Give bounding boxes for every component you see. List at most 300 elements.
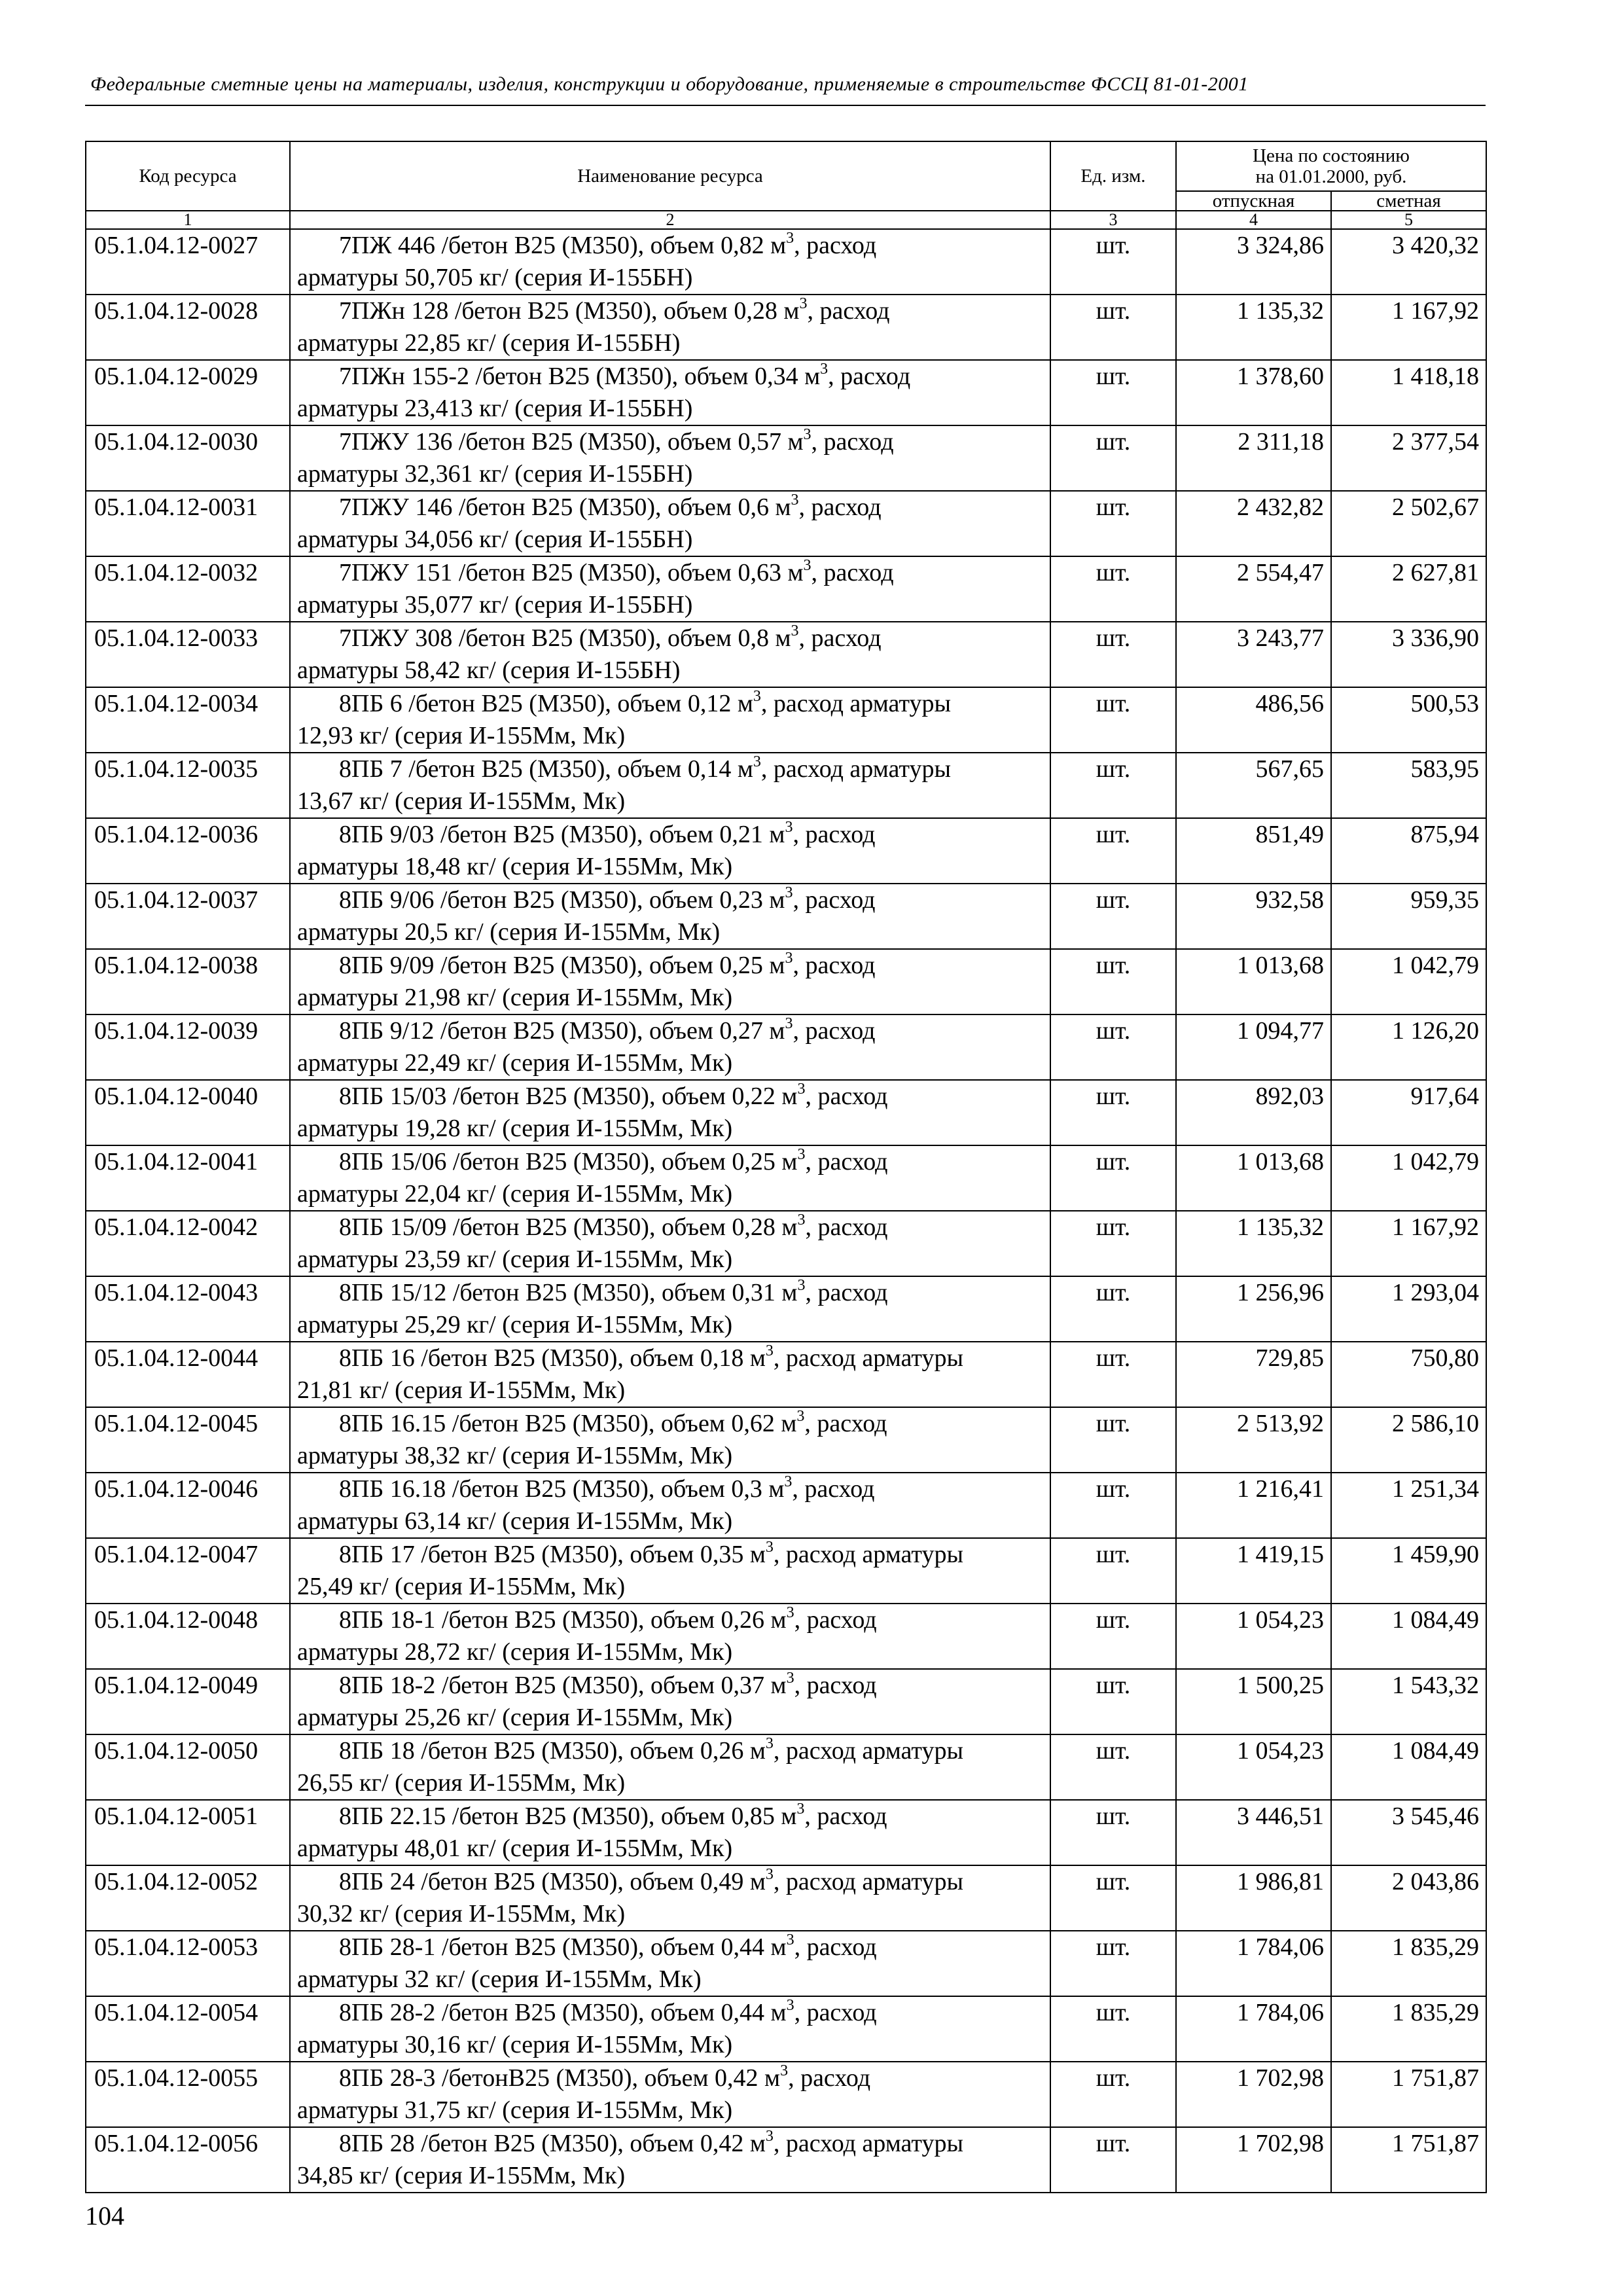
resource-name-text: , расход xyxy=(793,1017,876,1045)
superscript: 3 xyxy=(796,1801,805,1818)
col-number: 1 xyxy=(86,211,290,229)
resource-name-text: 8ПБ 15/12 /бетон В25 (М350), объем 0,31 м xyxy=(339,1279,798,1306)
resource-name-line2: арматуры 34,056 кг/ (серия И-155БН) xyxy=(297,526,693,553)
resource-name-text: 8ПБ 6 /бетон В25 (М350), объем 0,12 м xyxy=(339,690,753,717)
resource-name xyxy=(290,425,1050,491)
resource-name xyxy=(290,753,1050,818)
release-price: 486,56 xyxy=(1176,687,1331,753)
resource-name-text: 8ПБ 28-1 /бетон В25 (М350), объем 0,44 м xyxy=(339,1933,787,1961)
resource-name-line2: арматуры 25,29 кг/ (серия И-155Мм, Мк) xyxy=(297,1311,733,1338)
resource-name-text: , расход xyxy=(804,1803,887,1830)
resource-code: 05.1.04.12-0046 xyxy=(86,1473,290,1538)
resource-name-text: 7ПЖУ 136 /бетон В25 (М350), объем 0,57 м xyxy=(339,428,804,456)
resource-name-line1 xyxy=(297,1801,1044,1833)
resource-name-line2: арматуры 19,28 кг/ (серия И-155Мм, Мк) xyxy=(297,1115,733,1142)
resource-name-line2: арматуры 30,16 кг/ (серия И-155Мм, Мк) xyxy=(297,2031,733,2058)
resource-code: 05.1.04.12-0040 xyxy=(86,1080,290,1145)
document-header: Федеральные сметные цены на материалы, изделия, конструкции и оборудование, применяемые в строительстве ФССЦ 81-01-2001 xyxy=(90,73,1249,95)
resource-name-text: 8ПБ 18-2 /бетон В25 (М350), объем 0,37 м xyxy=(339,1672,787,1699)
estimate-price: 3 420,32 xyxy=(1331,229,1486,295)
estimate-price: 1 835,29 xyxy=(1331,1996,1486,2062)
resource-code: 05.1.04.12-0031 xyxy=(86,491,290,556)
resource-name-line1 xyxy=(297,492,1044,524)
resource-code: 05.1.04.12-0032 xyxy=(86,556,290,622)
resource-name-text: , расход арматуры xyxy=(773,1344,964,1372)
table-row xyxy=(86,295,1486,360)
resource-name xyxy=(290,491,1050,556)
resource-name xyxy=(290,1538,1050,1604)
table-row xyxy=(86,1145,1486,1211)
superscript: 3 xyxy=(820,361,829,378)
release-price: 1 378,60 xyxy=(1176,360,1331,425)
superscript: 3 xyxy=(803,426,812,444)
estimate-price: 2 502,67 xyxy=(1331,491,1486,556)
resource-name-line1 xyxy=(297,1473,1044,1505)
estimate-price: 1 251,34 xyxy=(1331,1473,1486,1538)
release-price: 932,58 xyxy=(1176,884,1331,949)
resource-name xyxy=(290,1931,1050,1996)
resource-name-text: , расход xyxy=(793,952,876,979)
resource-code: 05.1.04.12-0037 xyxy=(86,884,290,949)
resource-name-line2: арматуры 18,48 кг/ (серия И-155Мм, Мк) xyxy=(297,853,733,880)
resource-name-text: , расход xyxy=(798,493,882,521)
resource-name-text: 8ПБ 15/03 /бетон В25 (М350), объем 0,22 м xyxy=(339,1083,798,1110)
col-header-unit: Ед. изм. xyxy=(1050,141,1176,211)
resource-name-text: , расход арматуры xyxy=(773,1737,964,1765)
superscript: 3 xyxy=(797,1211,806,1229)
resource-name-text: , расход xyxy=(794,232,877,259)
resource-name-text: 8ПБ 9/12 /бетон В25 (М350), объем 0,27 м xyxy=(339,1017,785,1045)
resource-name xyxy=(290,1604,1050,1669)
unit: шт. xyxy=(1050,1669,1176,1734)
estimate-price: 1 751,87 xyxy=(1331,2062,1486,2127)
resource-name-line1 xyxy=(297,2128,1044,2160)
resource-name-line2: арматуры 20,5 кг/ (серия И-155Мм, Мк) xyxy=(297,918,721,946)
resource-name xyxy=(290,1145,1050,1211)
resource-name-text: , расход xyxy=(793,886,876,914)
unit: шт. xyxy=(1050,1080,1176,1145)
estimate-price: 1 751,87 xyxy=(1331,2127,1486,2193)
resource-name-line1 xyxy=(297,1081,1044,1113)
unit: шт. xyxy=(1050,1800,1176,1865)
estimate-price: 583,95 xyxy=(1331,753,1486,818)
estimate-price: 1 418,18 xyxy=(1331,360,1486,425)
resource-name-text: 8ПБ 18 /бетон В25 (М350), объем 0,26 м xyxy=(339,1737,766,1765)
resource-name-text: , расход xyxy=(793,821,876,848)
resource-name-line1 xyxy=(297,557,1044,589)
table-row xyxy=(86,1538,1486,1604)
resource-name xyxy=(290,1407,1050,1473)
table-row xyxy=(86,360,1486,425)
release-price: 1 094,77 xyxy=(1176,1014,1331,1080)
table-row xyxy=(86,884,1486,949)
superscript: 3 xyxy=(786,1670,794,1687)
resource-code: 05.1.04.12-0038 xyxy=(86,949,290,1014)
resource-code: 05.1.04.12-0028 xyxy=(86,295,290,360)
col-header-price-text: Цена по состоянию на 01.01.2000, руб. xyxy=(1253,145,1410,187)
resource-name xyxy=(290,622,1050,687)
resource-name-line1 xyxy=(297,1604,1044,1636)
table-row xyxy=(86,425,1486,491)
unit: шт. xyxy=(1050,1342,1176,1407)
resource-name xyxy=(290,556,1050,622)
resource-code: 05.1.04.12-0055 xyxy=(86,2062,290,2127)
release-price: 3 324,86 xyxy=(1176,229,1331,295)
table-row xyxy=(86,1080,1486,1145)
resource-name-line2: арматуры 22,49 кг/ (серия И-155Мм, Мк) xyxy=(297,1049,733,1077)
resource-name-line2: арматуры 38,32 кг/ (серия И-155Мм, Мк) xyxy=(297,1442,733,1469)
resource-name xyxy=(290,360,1050,425)
superscript: 3 xyxy=(785,1015,793,1033)
resource-name-line1 xyxy=(297,753,1044,785)
table-row xyxy=(86,556,1486,622)
estimate-price: 1 167,92 xyxy=(1331,1211,1486,1276)
estimate-price: 1 042,79 xyxy=(1331,949,1486,1014)
resource-code: 05.1.04.12-0042 xyxy=(86,1211,290,1276)
release-price: 1 054,23 xyxy=(1176,1734,1331,1800)
resource-name-text: , расход xyxy=(794,1606,877,1634)
release-price: 3 243,77 xyxy=(1176,622,1331,687)
resource-name-text: , расход арматуры xyxy=(773,1541,964,1568)
resource-name-line2: арматуры 28,72 кг/ (серия И-155Мм, Мк) xyxy=(297,1638,733,1666)
resource-name-text: , расход xyxy=(804,1410,887,1437)
unit: шт. xyxy=(1050,229,1176,295)
estimate-price: 3 545,46 xyxy=(1331,1800,1486,1865)
unit: шт. xyxy=(1050,1211,1176,1276)
unit: шт. xyxy=(1050,949,1176,1014)
unit: шт. xyxy=(1050,491,1176,556)
superscript: 3 xyxy=(797,1146,806,1164)
resource-code: 05.1.04.12-0030 xyxy=(86,425,290,491)
unit: шт. xyxy=(1050,295,1176,360)
resource-name-text: 8ПБ 16.18 /бетон В25 (М350), объем 0,3 м xyxy=(339,1475,785,1503)
resource-name-line1 xyxy=(297,230,1044,262)
resource-name xyxy=(290,1669,1050,1734)
release-price: 3 446,51 xyxy=(1176,1800,1331,1865)
resource-name xyxy=(290,884,1050,949)
resource-code: 05.1.04.12-0034 xyxy=(86,687,290,753)
col-header-estimate: сметная xyxy=(1331,191,1486,211)
resource-code: 05.1.04.12-0054 xyxy=(86,1996,290,2062)
estimate-price: 1 459,90 xyxy=(1331,1538,1486,1604)
resource-name xyxy=(290,687,1050,753)
resource-name-line1 xyxy=(297,1146,1044,1178)
resource-name-line1 xyxy=(297,1408,1044,1440)
resource-name-text: 8ПБ 16.15 /бетон В25 (М350), объем 0,62 м xyxy=(339,1410,797,1437)
resource-name-line2: 21,81 кг/ (серия И-155Мм, Мк) xyxy=(297,1376,626,1404)
table-row xyxy=(86,1734,1486,1800)
resource-code: 05.1.04.12-0035 xyxy=(86,753,290,818)
resource-name xyxy=(290,1473,1050,1538)
resource-name-line1 xyxy=(297,2062,1044,2094)
table-row xyxy=(86,1342,1486,1407)
release-price: 1 256,96 xyxy=(1176,1276,1331,1342)
estimate-price: 1 167,92 xyxy=(1331,295,1486,360)
resource-name-line1 xyxy=(297,1866,1044,1898)
estimate-price: 1 543,32 xyxy=(1331,1669,1486,1734)
resource-name-text: , расход арматуры xyxy=(760,755,952,783)
superscript: 3 xyxy=(799,295,808,313)
superscript: 3 xyxy=(796,1408,805,1426)
resource-name-text: 8ПБ 7 /бетон В25 (М350), объем 0,14 м xyxy=(339,755,753,783)
resource-name-line2: арматуры 21,98 кг/ (серия И-155Мм, Мк) xyxy=(297,984,733,1011)
resource-name xyxy=(290,1276,1050,1342)
resource-name-line1 xyxy=(297,426,1044,458)
estimate-price: 959,35 xyxy=(1331,884,1486,949)
resource-name xyxy=(290,1014,1050,1080)
resource-name xyxy=(290,1996,1050,2062)
resource-name-text: 8ПБ 15/06 /бетон В25 (М350), объем 0,25 м xyxy=(339,1148,798,1175)
resource-name-line2: арматуры 58,42 кг/ (серия И-155БН) xyxy=(297,656,681,684)
unit: шт. xyxy=(1050,1931,1176,1996)
resource-name-line1 xyxy=(297,1670,1044,1702)
resource-name-text: 8ПБ 15/09 /бетон В25 (М350), объем 0,28 м xyxy=(339,1213,798,1241)
release-price: 1 784,06 xyxy=(1176,1996,1331,2062)
resource-name xyxy=(290,1080,1050,1145)
table-row xyxy=(86,1604,1486,1669)
resource-code: 05.1.04.12-0047 xyxy=(86,1538,290,1604)
resource-name-line1 xyxy=(297,295,1044,327)
resource-name-text: 8ПБ 16 /бетон В25 (М350), объем 0,18 м xyxy=(339,1344,766,1372)
resource-name-line1 xyxy=(297,1211,1044,1244)
table-row xyxy=(86,2062,1486,2127)
resource-name-text: , расход xyxy=(794,1672,877,1699)
resource-name-line2: арматуры 22,04 кг/ (серия И-155Мм, Мк) xyxy=(297,1180,733,1208)
table-row xyxy=(86,818,1486,884)
unit: шт. xyxy=(1050,1604,1176,1669)
resource-name-line1 xyxy=(297,1997,1044,2029)
table-row xyxy=(86,1473,1486,1538)
unit: шт. xyxy=(1050,753,1176,818)
table-row xyxy=(86,229,1486,295)
resource-name-line1 xyxy=(297,1277,1044,1309)
unit: шт. xyxy=(1050,2062,1176,2127)
estimate-price: 1 084,49 xyxy=(1331,1734,1486,1800)
superscript: 3 xyxy=(765,1539,774,1556)
estimate-price: 1 835,29 xyxy=(1331,1931,1486,1996)
table-row xyxy=(86,1211,1486,1276)
resource-code: 05.1.04.12-0027 xyxy=(86,229,290,295)
resource-name-text: 8ПБ 28 /бетон В25 (М350), объем 0,42 м xyxy=(339,2130,766,2157)
col-number: 3 xyxy=(1050,211,1176,229)
resource-name xyxy=(290,949,1050,1014)
resource-name-line2: 25,49 кг/ (серия И-155Мм, Мк) xyxy=(297,1573,626,1600)
unit: шт. xyxy=(1050,884,1176,949)
col-number: 4 xyxy=(1176,211,1331,229)
resource-name-text: 8ПБ 9/09 /бетон В25 (М350), объем 0,25 м xyxy=(339,952,785,979)
table-row xyxy=(86,949,1486,1014)
estimate-price: 2 586,10 xyxy=(1331,1407,1486,1473)
resource-name-text: , расход xyxy=(794,1933,877,1961)
resource-name-text: , расход xyxy=(805,1213,888,1241)
unit: шт. xyxy=(1050,1276,1176,1342)
release-price: 2 513,92 xyxy=(1176,1407,1331,1473)
superscript: 3 xyxy=(765,1866,774,1884)
resource-name-text: , расход арматуры xyxy=(760,690,952,717)
unit: шт. xyxy=(1050,1145,1176,1211)
superscript: 3 xyxy=(791,492,799,509)
resource-name-line2: арматуры 23,59 кг/ (серия И-155Мм, Мк) xyxy=(297,1246,733,1273)
table-row xyxy=(86,1014,1486,1080)
table-row xyxy=(86,1276,1486,1342)
release-price: 567,65 xyxy=(1176,753,1331,818)
estimate-price: 2 377,54 xyxy=(1331,425,1486,491)
resource-code: 05.1.04.12-0052 xyxy=(86,1865,290,1931)
release-price: 1 702,98 xyxy=(1176,2062,1331,2127)
resource-name-line2: арматуры 32 кг/ (серия И-155Мм, Мк) xyxy=(297,1965,702,1993)
table-row xyxy=(86,1800,1486,1865)
release-price: 2 311,18 xyxy=(1176,425,1331,491)
resource-name-text: , расход xyxy=(805,1083,888,1110)
resource-name-text: 8ПБ 17 /бетон В25 (М350), объем 0,35 м xyxy=(339,1541,766,1568)
resource-name xyxy=(290,229,1050,295)
resource-name xyxy=(290,1211,1050,1276)
resource-name-text: 7ПЖ 446 /бетон В25 (М350), объем 0,82 м xyxy=(339,232,787,259)
resource-name-line2: 13,67 кг/ (серия И-155Мм, Мк) xyxy=(297,787,626,815)
resource-name xyxy=(290,295,1050,360)
resource-name-line1 xyxy=(297,688,1044,720)
superscript: 3 xyxy=(785,819,793,836)
superscript: 3 xyxy=(765,2128,774,2145)
superscript: 3 xyxy=(785,884,793,902)
release-price: 2 432,82 xyxy=(1176,491,1331,556)
release-price: 2 554,47 xyxy=(1176,556,1331,622)
superscript: 3 xyxy=(786,1931,794,1949)
resource-name-line2: арматуры 63,14 кг/ (серия И-155Мм, Мк) xyxy=(297,1507,733,1535)
resource-code: 05.1.04.12-0053 xyxy=(86,1931,290,1996)
resource-name-text: , расход xyxy=(805,1148,888,1175)
resource-name-line1 xyxy=(297,1015,1044,1047)
estimate-price: 500,53 xyxy=(1331,687,1486,753)
unit: шт. xyxy=(1050,1865,1176,1931)
superscript: 3 xyxy=(753,753,761,771)
resource-name-line1 xyxy=(297,622,1044,655)
superscript: 3 xyxy=(803,557,812,575)
table-row xyxy=(86,1865,1486,1931)
table-row xyxy=(86,1996,1486,2062)
resource-name-line2: арматуры 23,413 кг/ (серия И-155БН) xyxy=(297,395,693,422)
release-price: 851,49 xyxy=(1176,818,1331,884)
resource-name-text: , расход xyxy=(788,2064,871,2092)
release-price: 1 784,06 xyxy=(1176,1931,1331,1996)
resource-name-text: 7ПЖУ 146 /бетон В25 (М350), объем 0,6 м xyxy=(339,493,791,521)
superscript: 3 xyxy=(765,1735,774,1753)
col-number: 5 xyxy=(1331,211,1486,229)
resource-name-line2: арматуры 31,75 кг/ (серия И-155Мм, Мк) xyxy=(297,2096,733,2124)
release-price: 1 216,41 xyxy=(1176,1473,1331,1538)
resource-name-text: 8ПБ 28-2 /бетон В25 (М350), объем 0,44 м xyxy=(339,1999,787,2026)
estimate-price: 1 084,49 xyxy=(1331,1604,1486,1669)
resource-code: 05.1.04.12-0045 xyxy=(86,1407,290,1473)
resource-code: 05.1.04.12-0043 xyxy=(86,1276,290,1342)
resource-name-text: , расход арматуры xyxy=(773,1868,964,1895)
header-rule xyxy=(85,105,1486,106)
table-row xyxy=(86,1407,1486,1473)
resource-name-line1 xyxy=(297,884,1044,916)
unit: шт. xyxy=(1050,622,1176,687)
resource-code: 05.1.04.12-0048 xyxy=(86,1604,290,1669)
resource-name-line2: арматуры 32,361 кг/ (серия И-155БН) xyxy=(297,460,693,488)
superscript: 3 xyxy=(791,622,799,640)
resource-name-text: 8ПБ 28-3 /бетонВ25 (М350), объем 0,42 м xyxy=(339,2064,781,2092)
resource-name-line2: арматуры 50,705 кг/ (серия И-155БН) xyxy=(297,264,693,291)
unit: шт. xyxy=(1050,1407,1176,1473)
estimate-price: 1 126,20 xyxy=(1331,1014,1486,1080)
unit: шт. xyxy=(1050,818,1176,884)
col-header-price xyxy=(1176,141,1486,191)
resource-name xyxy=(290,818,1050,884)
superscript: 3 xyxy=(797,1277,806,1295)
resource-name-text: 8ПБ 22.15 /бетон В25 (М350), объем 0,85 м xyxy=(339,1803,797,1830)
superscript: 3 xyxy=(786,1604,794,1622)
resource-name-text: 8ПБ 24 /бетон В25 (М350), объем 0,49 м xyxy=(339,1868,766,1895)
resource-name-line1 xyxy=(297,1539,1044,1571)
resource-name-line1 xyxy=(297,950,1044,982)
estimate-price: 875,94 xyxy=(1331,818,1486,884)
unit: шт. xyxy=(1050,1996,1176,2062)
col-header-code: Код ресурса xyxy=(86,141,290,211)
resource-code: 05.1.04.12-0029 xyxy=(86,360,290,425)
estimate-price: 3 336,90 xyxy=(1331,622,1486,687)
superscript: 3 xyxy=(785,950,793,967)
resource-code: 05.1.04.12-0044 xyxy=(86,1342,290,1407)
resource-name-line1 xyxy=(297,1342,1044,1374)
resource-name-line2: арматуры 25,26 кг/ (серия И-155Мм, Мк) xyxy=(297,1704,733,1731)
release-price: 729,85 xyxy=(1176,1342,1331,1407)
resource-name-text: , расход xyxy=(805,1279,888,1306)
col-header-name: Наименование ресурса xyxy=(290,141,1050,211)
resource-code: 05.1.04.12-0036 xyxy=(86,818,290,884)
table-row xyxy=(86,491,1486,556)
resource-name xyxy=(290,2127,1050,2193)
resource-name-text: , расход xyxy=(811,559,894,586)
resource-code: 05.1.04.12-0041 xyxy=(86,1145,290,1211)
resource-name xyxy=(290,1865,1050,1931)
superscript: 3 xyxy=(784,1473,793,1491)
resource-code: 05.1.04.12-0049 xyxy=(86,1669,290,1734)
unit: шт. xyxy=(1050,1473,1176,1538)
resource-name-line1 xyxy=(297,1735,1044,1767)
resource-name-line1 xyxy=(297,819,1044,851)
estimate-price: 750,80 xyxy=(1331,1342,1486,1407)
resource-name-line1 xyxy=(297,361,1044,393)
resource-code: 05.1.04.12-0056 xyxy=(86,2127,290,2193)
resource-name-line2: арматуры 22,85 кг/ (серия И-155БН) xyxy=(297,329,681,357)
resource-name-line2: 34,85 кг/ (серия И-155Мм, Мк) xyxy=(297,2162,626,2189)
superscript: 3 xyxy=(753,688,761,706)
estimate-price: 917,64 xyxy=(1331,1080,1486,1145)
superscript: 3 xyxy=(786,1997,794,2015)
release-price: 1 135,32 xyxy=(1176,295,1331,360)
estimate-price: 1 042,79 xyxy=(1331,1145,1486,1211)
estimate-price: 1 293,04 xyxy=(1331,1276,1486,1342)
release-price: 1 702,98 xyxy=(1176,2127,1331,2193)
superscript: 3 xyxy=(786,230,794,247)
superscript: 3 xyxy=(780,2062,789,2080)
resource-name-line2: 26,55 кг/ (серия И-155Мм, Мк) xyxy=(297,1769,626,1797)
release-price: 1 013,68 xyxy=(1176,1145,1331,1211)
resource-name xyxy=(290,2062,1050,2127)
col-number: 2 xyxy=(290,211,1050,229)
unit: шт. xyxy=(1050,687,1176,753)
resource-name-text: , расход xyxy=(792,1475,875,1503)
table-row xyxy=(86,1669,1486,1734)
resource-code: 05.1.04.12-0033 xyxy=(86,622,290,687)
resource-name-text: , расход xyxy=(811,428,894,456)
resource-name xyxy=(290,1734,1050,1800)
resource-name-text: 7ПЖн 155-2 /бетон В25 (М350), объем 0,34 м xyxy=(339,363,821,390)
release-price: 1 054,23 xyxy=(1176,1604,1331,1669)
